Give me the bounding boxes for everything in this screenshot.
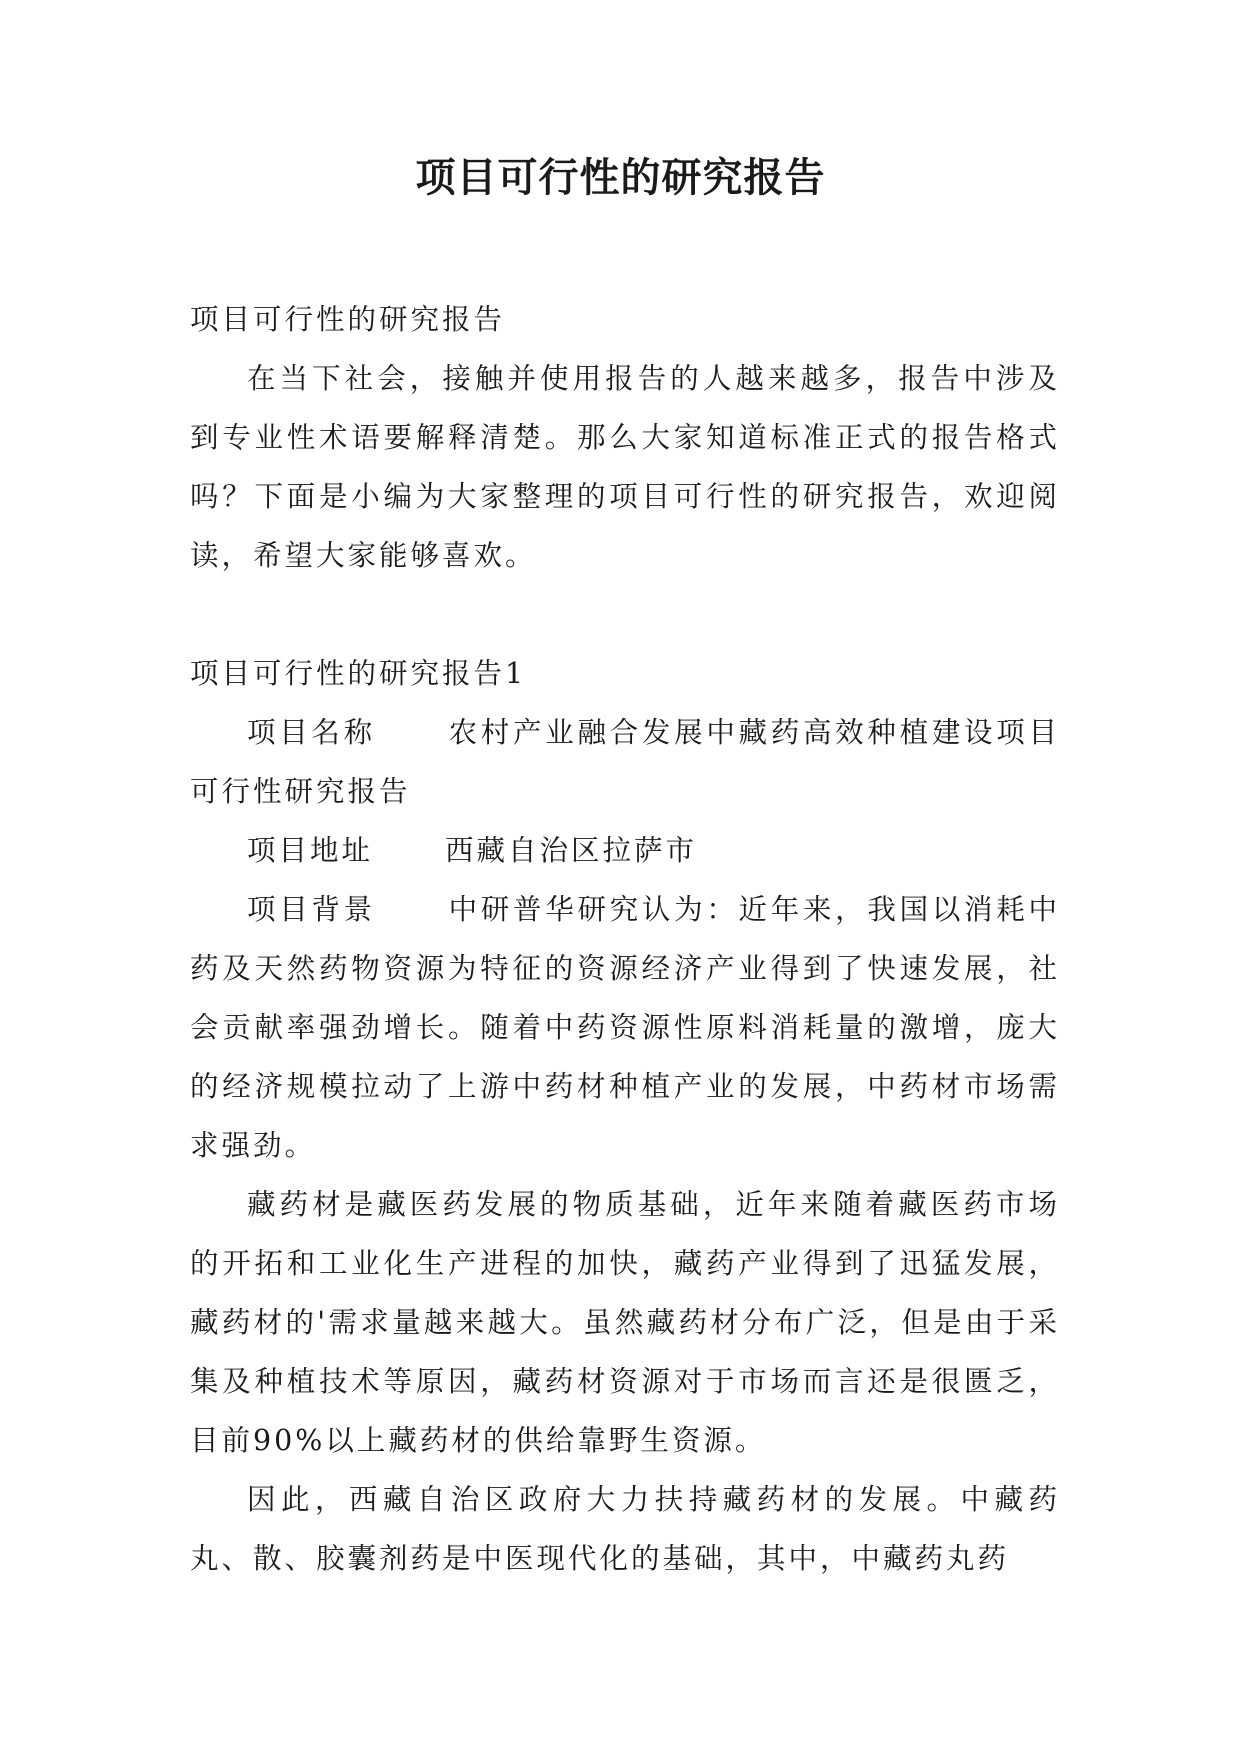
- document-body: [190, 290, 1060, 1588]
- document-title: 项目可行性的研究报告: [415, 154, 826, 201]
- project-background-value: 中研普华研究认为：近年来，我国以消耗中药及天然药物资源为特征的资源经济产业得到了快速发展，社会贡献率强劲增长。随着中药资源性原料消耗量的激增，庞大的经济规模拉动了上游中药材种植产业的发展，中药材市场需求强劲。: [190, 893, 1060, 1162]
- project-address-row: [190, 821, 1060, 880]
- body-paragraph: 因此，西藏自治区政府大力扶持藏药材的发展。中藏药丸、散、胶囊剂药是中医现代化的基础，其中，中藏药丸药: [190, 1483, 1060, 1575]
- project-name-row: [190, 703, 1060, 821]
- intro-paragraph: 在当下社会，接触并使用报告的人越来越多，报告中涉及到专业性术语要解释清楚。那么大家知道标准正式的报告格式吗？下面是小编为大家整理的项目可行性的研究报告，欢迎阅读，希望大家能够喜欢。: [190, 362, 1060, 572]
- document-subtitle: 项目可行性的研究报告: [190, 303, 506, 336]
- section-heading: 项目可行性的研究报告1: [190, 657, 527, 690]
- project-background-row: [190, 880, 1060, 1175]
- project-name-value: 农村产业融合发展中藏药高效种植建设项目可行性研究报告: [190, 716, 1060, 808]
- section-spacer: [190, 585, 1060, 644]
- project-background-label: 项目背景: [247, 893, 376, 926]
- project-address-label: 项目地址: [247, 834, 374, 867]
- project-address-value: 西藏自治区拉萨市: [445, 834, 698, 867]
- project-name-label: 项目名称: [247, 716, 376, 749]
- body-paragraph: 藏药材是藏医药发展的物质基础，近年来随着藏医药市场的开拓和工业化生产进程的加快，藏药产业得到了迅猛发展，藏药材的'需求量越来越大。虽然藏药材分布广泛，但是由于采集及种植技术等原因，藏药材资源对于市场而言还是很匮乏，目前90%以上藏药材的供给靠野生资源。: [190, 1188, 1060, 1457]
